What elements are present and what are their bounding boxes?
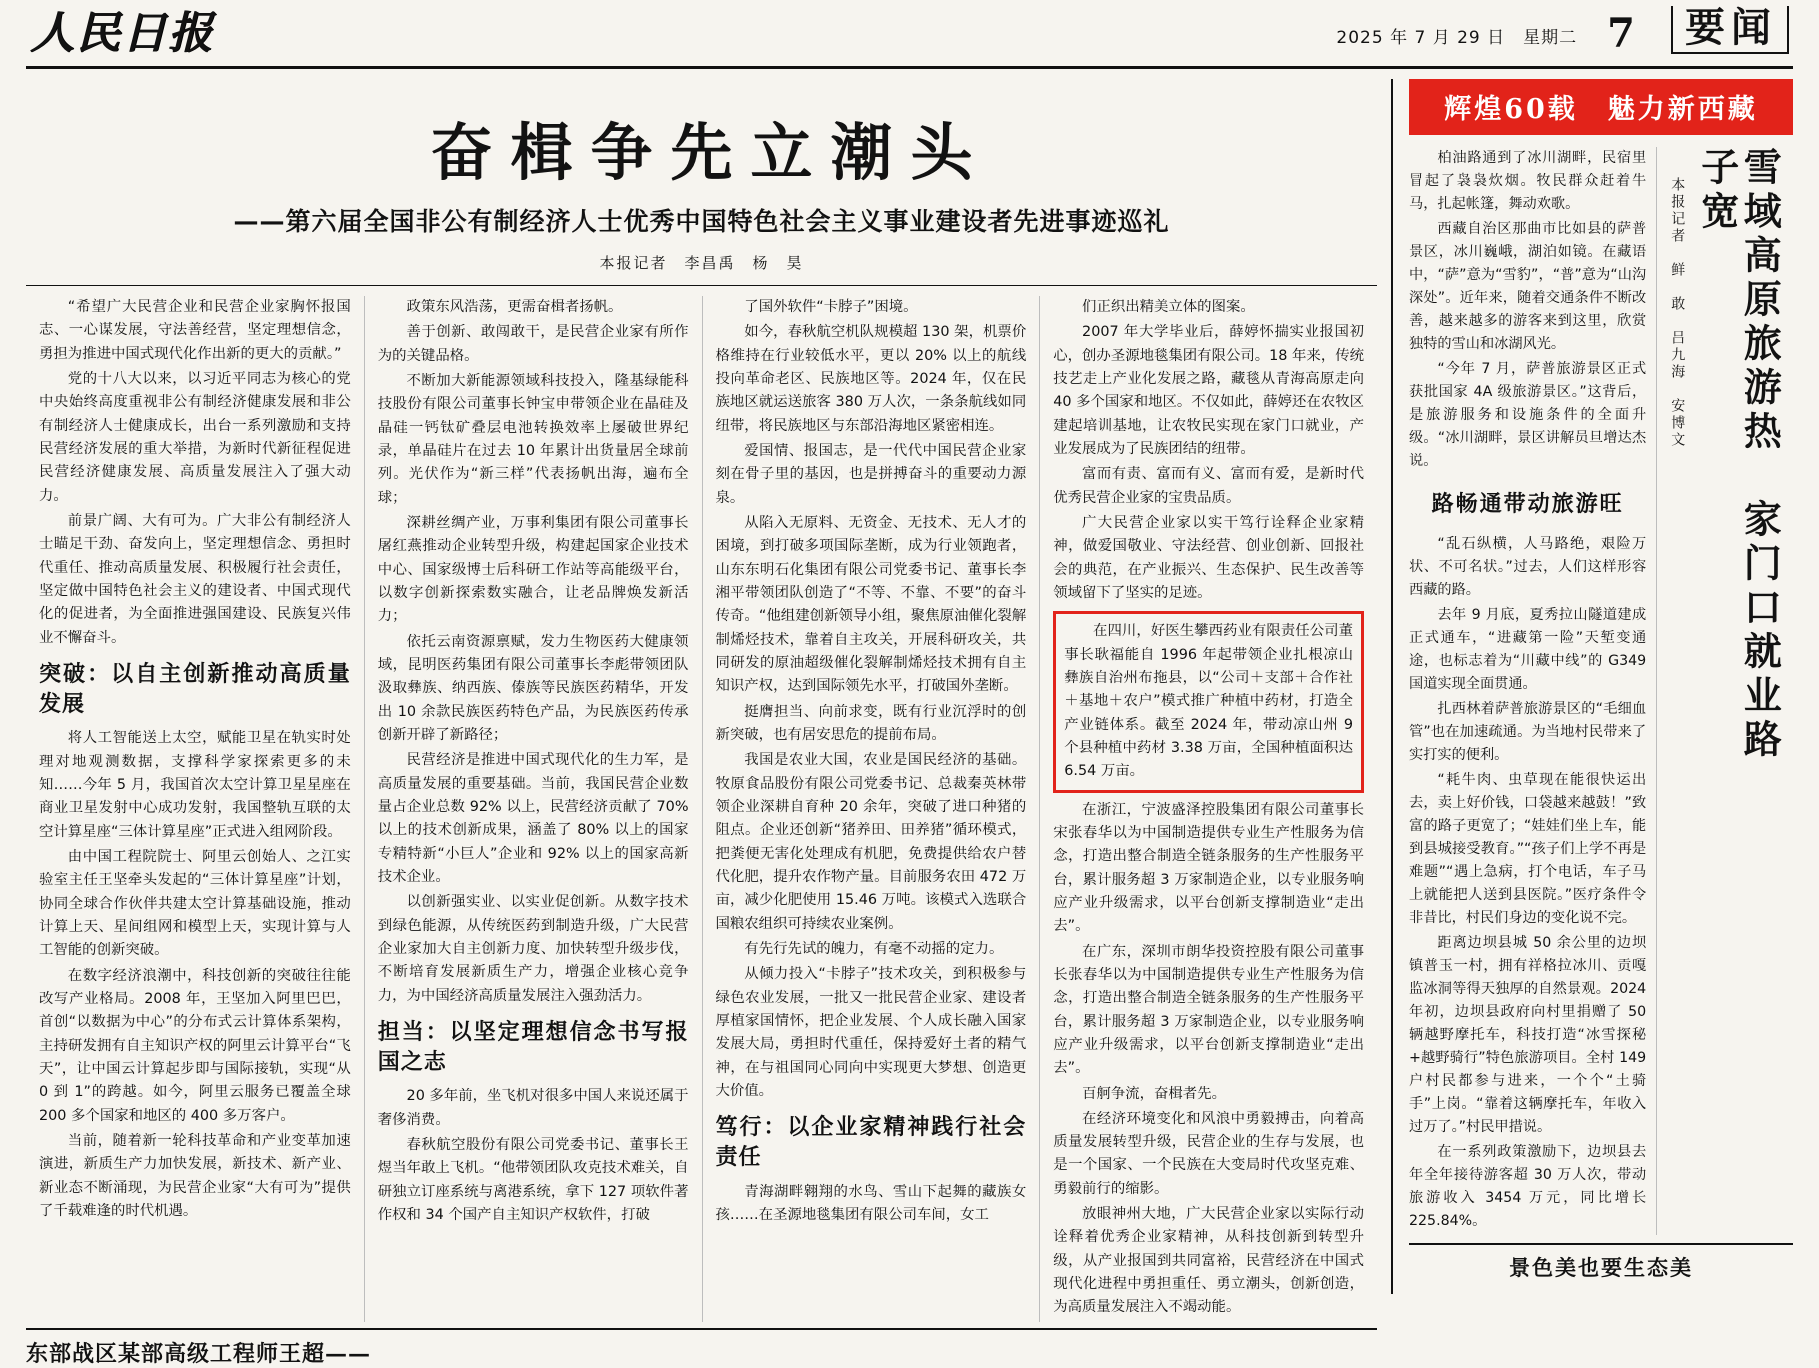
paragraph: 们正织出精美立体的图案。 (1082, 299, 1255, 315)
paragraph: 西藏自治区那曲市比如县的萨普景区，冰川巍峨，湖泊如镜。在藏语中，“萨”意为“雪豹”，“普”意为“山沟深处”。近年来，随着交通条件不断改善，越来越多的游客来到这里，欣赏独特的雪山和冰湖风光。 (1409, 221, 1647, 352)
article-column (364, 296, 702, 1322)
paragraph: 深耕丝绸产业，万事利集团有限公司董事长屠红燕推动企业转型升级，构建起国家企业技术中心、国家级博士后科研工作站等高能级平台，以数字创新探索数实融合，让老品牌焕发新活力； (377, 514, 689, 625)
masthead-right (1336, 6, 1789, 58)
paragraph: 如今，春秋航空机队规模超 130 架，机票价格维持在行业较低水平，更以 20% 以上的航线投向革命老区、民族地区等。2024 年，仅在民族地区就运送旅客 380 万人次，一条条航线如同纽带，将民族地区与东部沿海地区紧密相连。 (715, 324, 1027, 434)
feature-subtitle: 路畅通带动旅游旺 (1431, 491, 1624, 517)
section-subtitle: 笃行：以企业家精神践行社会责任 (715, 1114, 1027, 1170)
paragraph: 在四川，好医生攀西药业有限责任公司董事长耿福能自 1996 年起带领企业扎根凉山彝族自治州布拖县，以“公司＋支部＋合作社＋基地＋农户”模式推广种植中药材，打造全产业链体系。截至 2024 年，带动凉山州 9 个县种植中药材 3.38 万亩，全国种植面积达 6.54 万亩。 (1064, 623, 1353, 780)
main-article (26, 79, 1393, 1367)
paragraph: 了国外软件“卡脖子”困境。 (744, 299, 918, 315)
paragraph: 在一系列政策激励下，边坝县去年全年接待游客超 30 万人次，带动旅游收入 3454 万元，同比增长 225.84%。 (1409, 1143, 1647, 1229)
newspaper-logo: 人民日报 (30, 8, 214, 59)
section-name: 要闻 (1671, 6, 1789, 54)
feature-title: 雪域高原旅游热 家门口就业路子宽 (1694, 147, 1783, 763)
paragraph: 党的十八大以来，以习近平同志为核心的党中央始终高度重视非公有制经济健康发展和非公有制经济人士健康成长，出台一系列激励和支持民营经济发展的重大举措，为新时代新征程促进民营经济健康发展、高质量发展注入了强大动力。 (39, 370, 351, 504)
paragraph: 民营经济是推进中国式现代化的生力军，是高质量发展的重要基础。当前，我国民营企业数量占企业总数 92% 以上，民营经济贡献了 70% 以上的技术创新成果，涵盖了 80% 以上的国家专精特新“小巨人”企业和 92% 以上的国家高新技术企业。 (377, 752, 689, 885)
masthead (26, 0, 1793, 69)
article-columns (26, 285, 1377, 1322)
section-subtitle: 担当：以坚定理想信念书写报国之志 (377, 1018, 689, 1075)
paragraph: 放眼神州大地，广大民营企业家以实际行动诠释着优秀企业家精神，从科技创新到转型升级，从产业报国到共同富裕，民营经济在中国式现代化进程中勇担重任、勇立潮头，创新创造，为高质量发展注入不竭动能。 (1053, 1206, 1364, 1316)
paragraph: 依托云南资源禀赋，发力生物医药大健康领域，昆明医药集团有限公司董事长李彪带领团队汲取彝族、纳西族、傣族等民族医药精华，开发出 10 余款民族医药特色产品，为民族医药传承创新开辟了新路径； (377, 633, 689, 743)
paragraph: 在浙江，宁波盛泽控股集团有限公司董事长宋张春华以为中国制造提供专业生产性服务为信念，打造出整合制造全链条服务的生产性服务平台，累计服务超 3 万家制造企业，以专业服务响应产业升级需求，以平台创新支撑制造业“走出去”。 (1053, 801, 1364, 935)
article-column (26, 296, 364, 1322)
paragraph: 政策东风浩荡，更需奋楫者扬帆。 (406, 299, 623, 315)
paragraph: 富而有责、富而有义、富而有爱，是新时代优秀民营企业家的宝贵品质。 (1053, 466, 1364, 506)
feature-byline: 本报记者 鲜 敢 吕九海 安博文 (1669, 177, 1686, 449)
paragraph: 广大民营企业家以实干笃行诠释企业家精神，做爱国敬业、守法经营、创业创新、回报社会的典范，在产业振兴、生态保护、民生改善等领域留下了坚实的足迹。 (1053, 514, 1364, 601)
page-number: 7 (1607, 10, 1635, 57)
paragraph: 百舸争流，奋楫者先。 (1082, 1085, 1226, 1102)
paragraph: “希望广大民营企业和民营企业家胸怀报国志、一心谋发展，守法善经营，坚定理想信念，勇担为推进中国式现代化作出新的更大的贡献。” (39, 299, 351, 362)
paragraph: “乱石纵横，人马路绝，艰险万状、不可名状。”过去，人们这样形容西藏的路。 (1409, 535, 1647, 598)
paragraph: 我国是农业大国，农业是国民经济的基础。牧原食品股份有限公司党委书记、总裁秦英林带领企业深耕自育种 20 余年，突破了进口种猪的阻点。企业还创新“猪养田、田养猪”循环模式，把粪便无害化处理成有机肥，免费提供给农户替代化肥，提升农作物产量。目前服务农田 472 万亩，减少化肥使用 15.46 万吨。该模式入选联合国粮农组织可持续农业案例。 (715, 752, 1027, 932)
paragraph: 不断加大新能源领域科技投入，隆基绿能科技股份有限公司董事长钟宝申带领企业在晶硅及晶硅一钙钛矿叠层电池转换效率上屡破世界纪录，单晶硅片在过去 10 年累计出货量居全球前列。光伏作为“新三样”代表扬帆出海，遍布全球； (377, 372, 689, 506)
paragraph: 有先行先试的魄力，有毫不动摇的定力。 (744, 940, 1004, 957)
body-grid (26, 69, 1793, 1367)
paragraph: 在广东，深圳市朗华投资控股有限公司董事长张春华以为中国制造提供专业生产性服务为信念，打造出整合制造全链条服务的生产性服务平台，累计服务超 3 万家制造企业，以专业服务响应产业升级需求，以平台创新支撑制造业“走出去”。 (1053, 943, 1364, 1077)
feature-body (1409, 147, 1793, 1235)
paragraph: 2007 年大学毕业后，薛婷怀揣实业报国初心，创办圣源地毯集团有限公司。18 年来，传统技艺走上产业化发展之路，藏毯从青海高原走向 40 多个国家和地区。不仅如此，薛婷还在农牧区建起培训基地，让农牧民实现在家门口就业，产业发展成为了民族团结的纽带。 (1053, 324, 1364, 457)
paragraph: 由中国工程院院士、阿里云创始人、之江实验室主任王坚牵头发起的“三体计算星座”计划，协同全球合作伙伴共建太空计算基础设施，推动计算上天、星间组网和模型上天，实现计算与人工智能的创新突破。 (39, 848, 351, 959)
paragraph: 距离边坝县城 50 余公里的边坝镇普玉一村，拥有祥格拉冰川、贡嘎监冰洞等得天独厚的自然景观。2024 年初，边坝县政府向村里捐赠了 50 辆越野摩托车，科技打造“冰雪探秘+越野骑行”特色旅游项目。全村 149 户村民都参与进来，一个个“土骑手”上岗。“靠着这辆摩托车，年收入过万了。”村民甲措说。 (1409, 934, 1647, 1135)
paragraph: 爱国情、报国志，是一代代中国民营企业家刻在骨子里的基因，也是拼搏奋斗的重要动力源泉。 (715, 442, 1027, 506)
paragraph: 从陷入无原料、无资金、无技术、无人才的困境，到打破多项国际垄断，成为行业领跑者，山东东明石化集团有限公司党委书记、董事长李湘平带领团队创造了“不等、不靠、不要”的奋斗传奇。“他组建创新领导小组，聚焦原油催化裂解制烯烃技术，靠着自主攻关，开展科研攻关，共同研发的原油超级催化裂解制烯烃技术拥有自主知识产权，达到国际领先水平，打破国外垄断。 (715, 514, 1027, 695)
paragraph: 柏油路通到了冰川湖畔，民宿里冒起了袅袅炊烟。牧民群众赶着牛马，扎起帐篷，舞动欢歌。 (1409, 150, 1647, 212)
paragraph: 去年 9 月底，夏秀拉山隧道建成正式通车，“进藏第一险”天堑变通途，也标志着为“川藏中线”的 G349 国道实现全面贯通。 (1409, 606, 1647, 692)
paragraph: 20 多年前，坐飞机对很多中国人来说还属于奢侈消费。 (377, 1088, 689, 1128)
feature-banner: 辉煌60载 魅力新西藏 (1409, 79, 1793, 135)
feature-text (1409, 147, 1646, 1235)
paragraph: 当前，随着新一轮科技革命和产业变革加速演进，新质生产力加快发展，新技术、新产业、新业态不断涌现，为民营企业家“大有可为”提供了千载难逢的时代机遇。 (39, 1132, 351, 1219)
issue-date: 2025 年 7 月 29 日 星期二 (1336, 28, 1578, 48)
page-title: 奋楫争先立潮头 (430, 116, 991, 189)
highlighted-excerpt (1053, 611, 1364, 792)
feature-title-vertical-wrap (1656, 147, 1793, 1235)
next-article-teaser: 东部战区某部高级工程师王超—— (26, 1328, 1377, 1368)
paragraph: “今年 7 月，萨普旅游景区正式获批国家 4A 级旅游景区。”这背后，是旅游服务和设施条件的全面升级。“冰川湖畔，景区讲解员旦增达杰说。 (1409, 361, 1647, 469)
paragraph: 将人工智能送上太空，赋能卫星在轨实时处理对地观测数据，支撑科学家探索更多的未知……今年 5 月，我国首次太空计算卫星星座在商业卫星发射中心成功发射，我国整轨互联的太空计算星座“三体计算星座”正式进入组网阶段。 (39, 730, 351, 840)
paragraph: 善于创新、敢闯敢干，是民营企业家有所作为的关键品格。 (377, 324, 689, 364)
paragraph: 以创新强实业、以实业促创新。从数字技术到绿色能源，从传统医药到制造升级，广大民营企业家加大自主创新力度、加快转型升级步伐，不断培育发展新质生产力，增强企业核心竞争力，为中国经济高质量发展注入强劲活力。 (377, 894, 689, 1004)
paragraph: 从倾力投入“卡脖子”技术攻关，到积极参与绿色农业发展，一批又一批民营企业家、建设者厚植家国情怀，把企业发展、个人成长融入国家发展大局，勇担时代重任，保持爱好土者的精气神，在与祖国同心同向中实现更大梦想、创造更大价值。 (715, 966, 1027, 1099)
article-column (1039, 296, 1377, 1322)
paragraph: “耗牛肉、虫草现在能很快运出去，卖上好价钱，口袋越来越鼓！”致富的路子更宽了；“娃娃们坐上车，能到县城接受教育。”“孩子们上学不再是难题”“遇上急病，打个电话，车子马上就能把人送到县医院。”医疗条件令非昔比，村民们身边的变化说不完。 (1409, 771, 1647, 926)
feature-footer-teaser: 景色美也要生态美 (1409, 1243, 1793, 1282)
article-byline: 本报记者 李昌禹 杨 昊 (599, 254, 804, 272)
sidebar-feature (1393, 79, 1793, 1294)
paragraph: 在经济环境变化和风浪中勇毅搏击，向着高质量发展转型升级，民营企业的生存与发展，也是一个国家、一个民族在大变局时代攻坚克难、勇毅前行的缩影。 (1053, 1110, 1364, 1197)
paragraph: 在数字经济浪潮中，科技创新的突破往往能改写产业格局。2008 年，王坚加入阿里巴巴，首创“以数据为中心”的分布式云计算体系架构，主持研发拥有自主知识产权的阿里云计算平台“飞天”，让中国云计算起步即与国际接轨，实现“从 0 到 1”的跨越。如今，阿里云服务已覆盖全球 200 多个国家和地区的 400 多万客户。 (39, 967, 351, 1124)
paragraph: 青海湖畔翱翔的水鸟、雪山下起舞的藏族女孩……在圣源地毯集团有限公司车间，女工 (715, 1183, 1027, 1223)
paragraph: 前景广阔、大有可为。广大非公有制经济人士瞄足干劲、奋发向上，坚定理想信念、勇担时代重任、推动高质量发展、积极履行社会责任，坚定做中国特色社会主义的建设者、中国式现代化的促进者，为全面推进强国建设、民族复兴伟业不懈奋斗。 (39, 512, 351, 646)
paragraph: 春秋航空股份有限公司党委书记、董事长王煜当年敢上飞机。“他带领团队攻克技术难关，自研独立订座系统与离港系统，拿下 127 项软件著作权和 34 个国产自主知识产权软件，打破 (377, 1136, 689, 1223)
paragraph: 扎西林着萨普旅游景区的“毛细血管”也在加速疏通。为当地村民带来了实打实的便利。 (1409, 700, 1647, 763)
article-column (702, 296, 1040, 1322)
paragraph: 挺膺担当、向前求变，既有行业沉浮时的创新突破，也有居安思危的提前布局。 (715, 703, 1027, 743)
article-subhead: ——第六届全国非公有制经济人士优秀中国特色社会主义事业建设者先进事迹巡礼 (233, 207, 1170, 236)
section-subtitle: 突破：以自主创新推动高质量发展 (39, 660, 351, 717)
